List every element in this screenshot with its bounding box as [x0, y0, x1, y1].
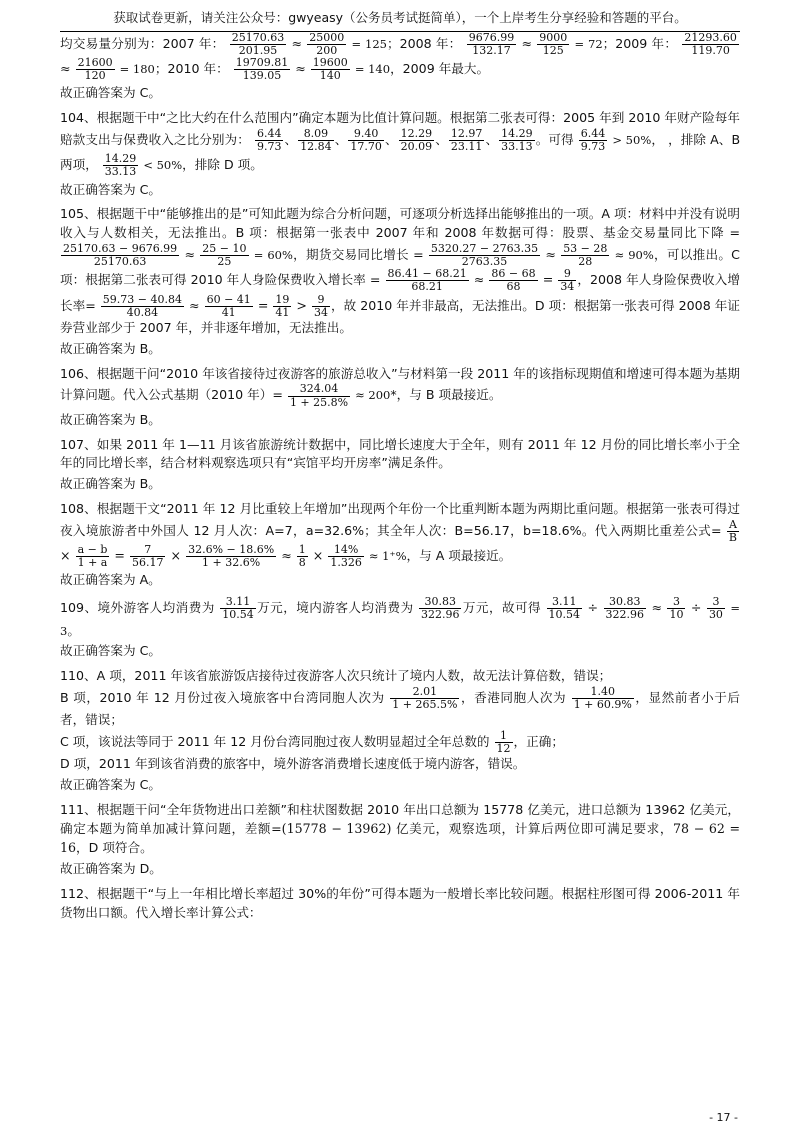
- fraction: $\frac{9000}{125}$: [539, 31, 568, 58]
- fraction: $\frac{9}{34}$: [313, 292, 328, 319]
- fraction: $\frac{21293.60}{119.70}$: [684, 31, 737, 58]
- fraction: $\frac{25000}{200}$: [309, 31, 345, 58]
- q110-option-b: B 项，2010 年 12 月份过夜入境旅客中台湾同胞人次为 $\frac{2.01}{1 + 265.5\%}$ ，香港同胞人次为 $\frac{1.40}{1 + 60.9\%}$ ，显然前者小于后者，错误；: [60, 685, 741, 728]
- fraction: $\frac{8.09}{12.84}$: [300, 127, 332, 154]
- fraction: $\frac{19}{41}$: [275, 292, 290, 319]
- q103-answer: 故正确答案为 C。: [60, 85, 161, 101]
- q111-answer: 故正确答案为 D。: [60, 860, 162, 876]
- q104-answer: 故正确答案为 C。: [60, 181, 161, 197]
- fraction: $\frac{14.29}{33.13}$: [104, 152, 137, 179]
- q109-answer: 故正确答案为 C。: [60, 643, 161, 659]
- q106-answer: 故正确答案为 B。: [60, 411, 161, 427]
- fraction: $\frac{6.44}{9.73}$: [580, 127, 606, 154]
- page-header: 获取试卷更新，请关注公众号：gwyeasy（公务员考试挺简单），一个上岸考生分享经验和答题的平台。: [60, 8, 740, 32]
- fraction: $\frac{6.44}{9.73}$: [256, 127, 282, 154]
- fraction: $\frac{A}{B}$: [728, 518, 737, 545]
- fraction: $\frac{86.41 - 68.21}{68.21}$: [387, 267, 467, 294]
- q109-text: 109、境外游客人均消费为 $\frac{3.11}{10.54}$ 万元，境内游客人均消费为 $\frac{30.83}{322.96}$ 万元，故可得 $\frac{3.11}{10.54}$ ÷ $\frac{30.83}{322.96}$ ≈ $\frac{3}{10}$ ÷ $\frac{3}{30}$ = 3。: [60, 595, 741, 638]
- fraction: $\frac{59.73 - 40.84}{40.84}$: [102, 292, 182, 319]
- fraction: $\frac{30.83}{322.96}$: [420, 595, 460, 622]
- q110-option-c: C 项，该说法等同于 2011 年 12 月份台湾同胞过夜人数明显超过全年总数的 $\frac{1}{12}$ ，正确；: [60, 729, 564, 756]
- fraction: $\frac{3.11}{10.54}$: [548, 595, 581, 622]
- fraction: $\frac{7}{56.17}$: [131, 543, 164, 570]
- q108-text: 108、根据题干文“2011 年 12 月比重较上年增加”出现两个年份一个比重判断本题为两期比重问题。根据第一张表可得过夜入境旅游者中外国人 12 月人次：A=7，a=32.6%；其全年人次：B=56.17，b=18.6%。代入两期比重差公式= $\frac{A}{B}$ × $\frac{a - b}{1 + a}$ = $\frac{7}{56.17}$ × $\frac{32.6\% - 18.6\%}{1 + 32.6\%}$ ≈ $\frac{1}{8}$ × $\frac{14\%}{1.326}$ ≈ 1⁺%，与 A 项最接近。: [60, 501, 740, 570]
- page-number: - 17 -: [709, 1111, 738, 1124]
- q108-answer: 故正确答案为 A。: [60, 572, 161, 588]
- fraction: $\frac{25170.63}{201.95}$: [231, 31, 285, 58]
- fraction: $\frac{19600}{140}$: [312, 56, 348, 83]
- fraction: $\frac{a - b}{1 + a}$: [77, 543, 108, 570]
- q110-option-a: 110、A 项，2011 年该省旅游饭店接待过夜游客人次只统计了境内人数，故无法计算倍数，错误；: [60, 668, 612, 684]
- fraction: $\frac{60 - 41}{41}$: [206, 292, 251, 319]
- fraction: $\frac{324.04}{1 + 25.8\%}$: [289, 382, 349, 409]
- fraction: $\frac{19709.81}{139.05}$: [235, 56, 289, 83]
- fraction: $\frac{53 - 28}{28}$: [563, 242, 608, 269]
- fraction: $\frac{1}{8}$: [298, 543, 306, 570]
- fraction: $\frac{21600}{120}$: [77, 56, 113, 83]
- fraction: $\frac{86 - 68}{68}$: [491, 267, 536, 294]
- fraction: $\frac{3}{30}$: [708, 595, 723, 622]
- q111-text: 111、根据题干问“全年货物进出口差额”和柱状图数据 2010 年出口总额为 15778 亿美元，进口总额为 13962 亿美元，确定本题为简单加减计算问题，差额=(15778 − 13962) 亿美元，观察选项，计算后两位即可满足要求，78 − 62 = 16，D 项符合。: [60, 802, 741, 856]
- fraction: $\frac{12.29}{20.09}$: [400, 127, 433, 154]
- fraction: $\frac{1.40}{1 + 60.9\%}$: [573, 685, 632, 712]
- fraction: $\frac{9}{34}$: [560, 267, 575, 294]
- q110-option-d: D 项，2011 年到该省消费的旅客中，境外游客消费增长速度低于境内游客，错误。: [60, 756, 526, 772]
- fraction: $\frac{9.40}{17.70}$: [350, 127, 382, 154]
- fraction: $\frac{25170.63 - 9676.99}{25170.63}$: [63, 242, 178, 269]
- q106-text: 106、根据题干问“2010 年该省接待过夜游客的旅游总收入”与材料第一段 2011 年的该指标现期值和增速可得本题为基期计算问题。代入公式基期（2010 年）= $\frac{324.04}{1 + 25.8\%}$ ≈ 200*，与 B 项最接近。: [60, 365, 740, 409]
- q105-text: 105、根据题干中“能够推出的是”可知此题为综合分析问题，可逐项分析选择出能够推出的一项。A 项：材料中并没有说明收入与人数相关，无法推出。B 项：根据第一张表中 2007 年和 2008 年数据可得：股票、基金交易量同比下降 = $\frac{25170.63 - 9676.99}{25170.63}$ ≈ $\frac{25 - 10}{25}$ = 60%，期货交易同比增长 = $\frac{5320.27 - 2763.35}{2763.35}$ ≈ $\frac{53 - 28}{28}$ ≈ 90%，可以推出。C 项：根据第二张表可得 2010 年人身险保费收入增长率 = $\frac{86.41 - 68.21}{68.21}$ ≈ $\frac{86 - 68}{68}$ = $\frac{9}{34}$ ，2008 年人身险保费收入增长率= $\frac{59.73 - 40.84}{40.84}$ ≈ $\frac{60 - 41}{41}$ = $\frac{19}{41}$ > $\frac{9}{34}$ ，故 2010 年并非最高，无法推出。D 项：根据第一张表可得 2008 年证券营业部少于 2007 年，并非逐年增加，无法推出。: [60, 206, 740, 335]
- fraction: $\frac{32.6\% - 18.6\%}{1 + 32.6\%}$: [188, 543, 275, 570]
- q103-text: 均交易量分别为：2007 年： $\frac{25170.63}{201.95}$ ≈ $\frac{25000}{200}$ = 125；2008 年： $\frac{9676.99}{132.17}$ ≈ $\frac{9000}{125}$ = 72；2009 年： $\frac{21293.60}{119.70}$ ≈ $\frac{21600}{120}$ = 180；2010 年： $\frac{19709.81}{139.05}$ ≈ $\frac{19600}{140}$ = 140，2009 年最大。: [60, 31, 737, 83]
- q105-answer: 故正确答案为 B。: [60, 340, 161, 356]
- q110-answer: 故正确答案为 C。: [60, 777, 161, 793]
- fraction: $\frac{14.29}{33.13}$: [501, 127, 533, 154]
- fraction: $\frac{9676.99}{132.17}$: [468, 31, 515, 58]
- q107-text: 107、如果 2011 年 1—11 月该省旅游统计数据中，同比增长速度大于全年，则有 2011 年 12 月份的同比增长率小于全年的同比增长率，结合材料观察选项只有“宾馆平均开房率”满足条件。: [60, 436, 740, 471]
- q107-answer: 故正确答案为 B。: [60, 476, 161, 492]
- fraction: $\frac{25 - 10}{25}$: [202, 242, 247, 269]
- q112-text: 112、根据题干“与上一年相比增长率超过 30%的年份”可得本题为一般增长率比较问题。根据柱形图可得 2006-2011 年货物出口额。代入增长率计算公式：: [60, 885, 740, 920]
- fraction: $\frac{3.11}{10.54}$: [222, 595, 254, 622]
- fraction: $\frac{12.97}{23.11}$: [450, 127, 483, 154]
- fraction: $\frac{2.01}{1 + 265.5\%}$: [392, 685, 458, 712]
- fraction: $\frac{14\%}{1.326}$: [330, 543, 362, 570]
- fraction: $\frac{1}{12}$: [496, 729, 511, 756]
- fraction: $\frac{30.83}{322.96}$: [605, 595, 644, 622]
- q104-text: 104、根据题干中“之比大约在什么范围内”确定本题为比值计算问题。根据第二张表可得：2005 年到 2010 年财产险每年赔款支出与保费收入之比分别为： $\frac{6.44}{9.73}$ 、 $\frac{8.09}{12.84}$ 、 $\frac{9.40}{17.70}$ 、 $\frac{12.29}{20.09}$ 、 $\frac{12.97}{23.11}$ 、 $\frac{14.29}{33.13}$ 。可得 $\frac{6.44}{9.73}$ > 50%， ，排除 A、B 两项， $\frac{14.29}{33.13}$ < 50%，排除 D 项。: [60, 110, 741, 179]
- fraction: $\frac{5320.27 - 2763.35}{2763.35}$: [430, 242, 539, 269]
- document-body: [60, 32, 740, 923]
- fraction: $\frac{3}{10}$: [669, 595, 684, 622]
